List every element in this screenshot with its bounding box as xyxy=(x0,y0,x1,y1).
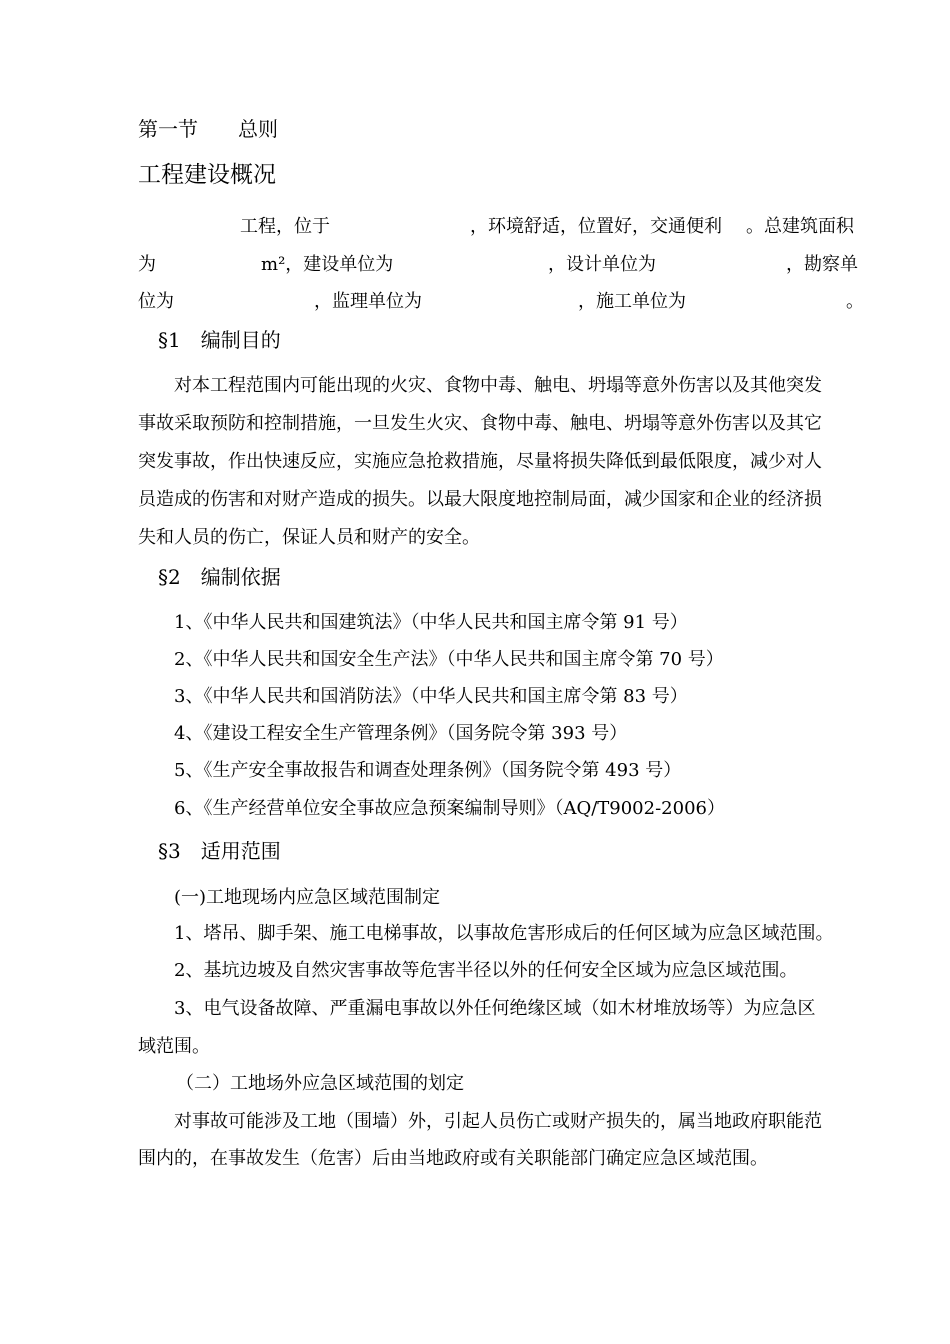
overview-line1-a: 工程，位于 xyxy=(240,216,330,237)
overview-line2-c: ，设计单位为 xyxy=(548,254,656,275)
overview-line1-c: 。总建筑面积 xyxy=(746,216,854,237)
s3-line2-0: 对事故可能涉及工地（围墙）外，引起人员伤亡或财产损失的，属当地政府职能范 xyxy=(174,1111,822,1132)
s3-line2-1: 围内的，在事故发生（危害）后由当地政府或有关职能部门确定应急区域范围。 xyxy=(138,1148,768,1169)
s2-item-4: 5、《生产安全事故报告和调查处理条例》（国务院令第 493 号） xyxy=(174,760,682,781)
s1-line-3: 员造成的伤害和对财产造成的损失。以最大限度地控制局面，减少国家和企业的经济损 xyxy=(138,489,822,510)
overview-line2-d: ，勘察单 xyxy=(786,254,858,275)
s1-heading: §1 编制目的 xyxy=(158,328,281,352)
overview-line3-c: ，施工单位为 xyxy=(578,291,686,312)
s1-line-1: 事故采取预防和控制措施，一旦发生火灾、食物中毒、触电、坍塌等意外伤害以及其它 xyxy=(138,413,822,434)
s2-item-0: 1、《中华人民共和国建筑法》（中华人民共和国主席令第 91 号） xyxy=(174,612,688,633)
s3-heading: §3 适用范围 xyxy=(158,839,281,863)
s2-item-3: 4、《建设工程安全生产管理条例》（国务院令第 393 号） xyxy=(174,723,628,744)
s1-line-4: 失和人员的伤亡，保证人员和财产的安全。 xyxy=(138,527,480,548)
s3-line1-3: 域范围。 xyxy=(138,1036,210,1057)
overview-line3-a: 位为 xyxy=(138,291,174,312)
overview-line2-a: 为 xyxy=(138,254,156,275)
overview-title: 工程建设概况 xyxy=(138,162,276,188)
s2-item-2: 3、《中华人民共和国消防法》（中华人民共和国主席令第 83 号） xyxy=(174,686,688,707)
overview-line3-b: ，监理单位为 xyxy=(314,291,422,312)
s2-item-5: 6、《生产经营单位安全事故应急预案编制导则》（AQ/T9002-2006） xyxy=(174,798,725,819)
s2-heading: §2 编制依据 xyxy=(158,565,281,589)
overview-line3-d: 。 xyxy=(846,291,864,312)
s1-line-2: 突发事故，作出快速反应，实施应急抢救措施，尽量将损失降低到最低限度，减少对人 xyxy=(138,451,822,472)
overview-line2-b: m²，建设单位为 xyxy=(261,254,394,275)
s3-line1-2: 3、电气设备故障、严重漏电事故以外任何绝缘区域（如木材堆放场等）为应急区 xyxy=(174,998,816,1019)
s3-line1-0: 1、塔吊、脚手架、施工电梯事故，以事故危害形成后的任何区域为应急区域范围。 xyxy=(174,923,834,944)
s3-sub2: （二）工地场外应急区域范围的划定 xyxy=(176,1073,464,1094)
s3-sub1: (一)工地现场内应急区域范围制定 xyxy=(174,887,441,908)
s2-item-1: 2、《中华人民共和国安全生产法》（中华人民共和国主席令第 70 号） xyxy=(174,649,724,670)
overview-line1-b: ，环境舒适，位置好，交通便利 xyxy=(470,216,722,237)
s1-line-0: 对本工程范围内可能出现的火灾、食物中毒、触电、坍塌等意外伤害以及其他突发 xyxy=(174,375,822,396)
s3-line1-1: 2、基坑边坡及自然灾害事故等危害半径以外的任何安全区域为应急区域范围。 xyxy=(174,960,798,981)
section-heading: 第一节 总则 xyxy=(138,117,278,141)
